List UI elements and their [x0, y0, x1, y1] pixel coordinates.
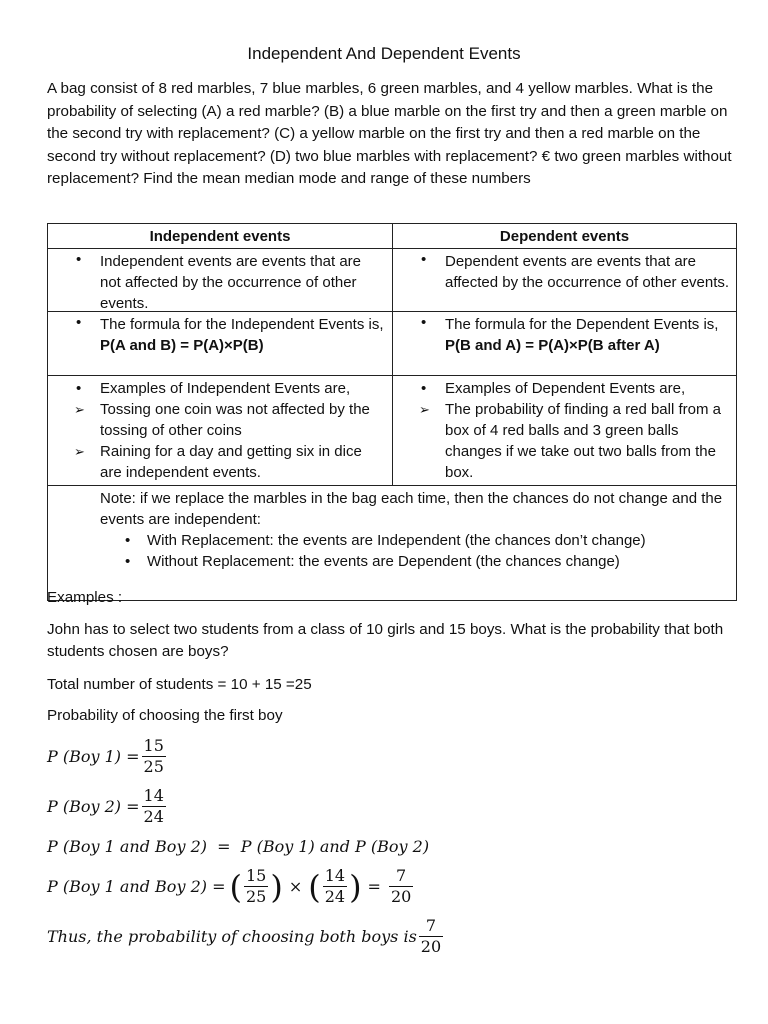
- fraction: [389, 866, 413, 907]
- equation-lhs: P (Boy 2) =: [47, 797, 140, 816]
- note-text: Note: if we replace the marbles in the bag each time, then the chances do not change and the events are independent:: [100, 490, 723, 528]
- denominator: 24: [143, 807, 164, 826]
- equals-operator: =: [367, 877, 381, 896]
- problem-statement: A bag consist of 8 red marbles, 7 blue marbles, 6 green marbles, and 4 yellow marbles. What is the probability of selecting (A) a red marble? (B) a blue marble on the first try and then a green marble on the second try with replacement? (C) a yellow marble on the first try and then a red marble on the second try without replacement? (D) two blue marbles with replacement? € two green marbles without replacement? Find the mean median mode and range of these numbers: [47, 80, 732, 188]
- total-students: Total number of students = 10 + 15 =25: [47, 676, 312, 693]
- independent-example-1: Tossing one coin was not affected by the tossing of other coins: [100, 401, 370, 439]
- note-without-replacement: Without Replacement: the events are Dependent (the chances change): [147, 553, 620, 570]
- conclusion: [47, 916, 445, 957]
- bullet-icon: •: [421, 251, 427, 268]
- bullet-icon: •: [76, 380, 82, 397]
- equation-result: P (Boy 1 and Boy 2) = ( $\frac{15}{25}$ ) × ( $\frac{14}{24}$ ) = $\frac{7}{20}$: [47, 866, 412, 906]
- bullet-icon: •: [125, 532, 131, 549]
- denominator: 20: [420, 937, 442, 956]
- independent-formula-intro: The formula for the Independent Events is,: [100, 316, 384, 333]
- bullet-icon: •: [421, 380, 427, 397]
- table-row: [48, 249, 737, 312]
- cell-dependent-examples: [393, 376, 737, 486]
- note-with-replacement: With Replacement: the events are Independent (the chances don’t change): [147, 532, 646, 549]
- equation-lhs: P (Boy 1 and Boy 2) =: [47, 877, 226, 896]
- denominator: 25: [245, 887, 267, 906]
- table-row: [48, 376, 737, 486]
- cell-note: [48, 486, 737, 601]
- denominator: 20: [390, 887, 412, 906]
- header-dependent: Dependent events: [393, 224, 737, 249]
- independent-examples-intro: Examples of Independent Events are,: [100, 380, 351, 397]
- numerator: 15: [245, 866, 267, 885]
- numerator: 7: [396, 866, 407, 885]
- independent-definition: Independent events are events that are not affected by the occurrence of other events.: [100, 253, 362, 312]
- fraction: [142, 786, 166, 827]
- cell-independent-formula: [48, 312, 393, 376]
- comparison-table: [47, 223, 737, 601]
- table-row: [48, 312, 737, 376]
- fraction: [142, 736, 166, 777]
- dependent-formula-intro: The formula for the Dependent Events is,: [445, 316, 719, 333]
- arrow-bullet-icon: ➢: [419, 402, 430, 417]
- fraction: [244, 866, 268, 907]
- numerator: 14: [143, 786, 164, 805]
- times-operator: ×: [288, 877, 303, 896]
- numerator: 14: [324, 866, 346, 885]
- dependent-examples-intro: Examples of Dependent Events are,: [445, 380, 686, 397]
- denominator: 24: [324, 887, 346, 906]
- dependent-example-1: The probability of finding a red ball from a box of 4 red balls and 3 green balls changes if we take out two balls from the box.: [445, 401, 721, 481]
- fraction: [419, 916, 443, 957]
- equation-boy-2: [47, 786, 168, 827]
- equation-boy-1: [47, 736, 168, 777]
- table-header-row: [48, 224, 737, 249]
- examples-label: Examples :: [47, 589, 123, 606]
- dependent-formula: P(B and A) = P(A)×P(B after A): [445, 337, 660, 354]
- cell-independent-definition: [48, 249, 393, 312]
- fraction: [323, 866, 347, 907]
- equation-combined: P (Boy 1 and Boy 2) = P (Boy 1) and P (Boy 2): [47, 837, 430, 856]
- cell-dependent-formula: [393, 312, 737, 376]
- equation-lhs: P (Boy 1) =: [47, 747, 140, 766]
- independent-example-2: Raining for a day and getting six in dice are independent events.: [100, 443, 362, 481]
- numerator: 7: [425, 916, 437, 935]
- example-question: John has to select two students from a class of 10 girls and 15 boys. What is the probability that both students chosen are boys?: [47, 621, 724, 660]
- table-row: [48, 486, 737, 601]
- arrow-bullet-icon: ➢: [74, 402, 85, 417]
- first-boy-text: Probability of choosing the first boy: [47, 707, 283, 724]
- numerator: 15: [143, 736, 164, 755]
- bullet-icon: •: [421, 314, 427, 331]
- bullet-icon: •: [125, 553, 131, 570]
- bullet-icon: •: [76, 314, 82, 331]
- arrow-bullet-icon: ➢: [74, 444, 85, 459]
- cell-independent-examples: [48, 376, 393, 486]
- conclusion-text: Thus, the probability of choosing both boys is: [47, 927, 417, 946]
- page-title: Independent And Dependent Events: [247, 44, 521, 63]
- dependent-definition: Dependent events are events that are affected by the occurrence of other events.: [445, 253, 730, 291]
- denominator: 25: [143, 757, 164, 776]
- cell-dependent-definition: [393, 249, 737, 312]
- bullet-icon: •: [76, 251, 82, 268]
- header-independent: Independent events: [48, 224, 393, 249]
- independent-formula: P(A and B) = P(A)×P(B): [100, 337, 264, 354]
